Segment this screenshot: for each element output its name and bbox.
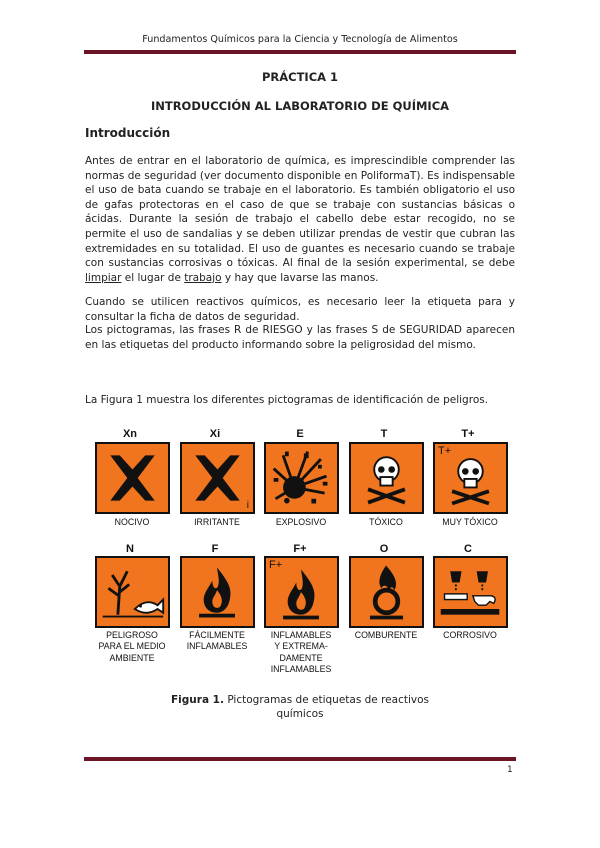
label-line: INFLAMABLES — [186, 641, 248, 652]
pictogram-code: Xi — [209, 428, 221, 440]
cross-icon — [97, 444, 168, 512]
flame-icon — [182, 558, 253, 626]
section-heading: Introducción — [85, 126, 171, 140]
paragraph-reagents: Cuando se utilicen reactivos químicos, es necesario leer la etiqueta para y consultar la ficha de datos de seguridad. — [85, 296, 515, 323]
header-rule — [84, 50, 516, 54]
pictogram-corrosive — [433, 556, 508, 628]
pictogram-label: TÓXICO — [369, 517, 403, 527]
paragraph-pictograms: Los pictogramas, las frases R de RIESGO y las frases S de SEGURIDAD aparecen en las etiquetas del producto informando sobre la peligrosidad del mismo. — [85, 324, 515, 351]
cross-icon — [182, 444, 253, 512]
pictogram-inner-mark: F+ — [269, 559, 283, 571]
pictogram-explosive — [264, 442, 339, 514]
pictogram-label: NOCIVO — [114, 517, 150, 527]
pictogram-code: F+ — [293, 543, 307, 555]
label-line: INFLAMABLES — [270, 664, 332, 675]
label-line: Y EXTREMA- — [274, 641, 328, 652]
label-line: FÁCILMENTE — [189, 630, 245, 640]
document-title: INTRODUCCIÓN AL LABORATORIO DE QUÍMICA — [150, 99, 450, 113]
paragraph-text: Antes de entrar en el laboratorio de química, es imprescindible comprender las normas de seguridad (ver documento disponible en PoliformaT). Es indispensable el uso de bata cuando se trabaje en el laboratorio. Es también obligatorio el uso de gafas protectoras en el caso de que se trabaje con sustancias básicas o ácidas. Durante la sesión de trabajo el cabello debe estar recogido, no se permite el uso de sandalias y se deben utilizar prendas de vestir que cubran las extremidades en su totalidad. El uso de guantes es necesario cuando se trabaje con sustancias corrosivas o tóxicas. Al final de la sesión experimental, se debe — [85, 155, 515, 270]
caption-label: Figura 1. — [171, 694, 224, 706]
label-line: INFLAMABLES — [270, 630, 332, 640]
label-line: DAMENTE — [279, 652, 323, 663]
pictogram-very-toxic — [433, 442, 508, 514]
corrosion-icon — [435, 558, 506, 626]
flame-over-circle-icon — [351, 558, 422, 626]
pictogram-code: O — [379, 543, 389, 555]
pictogram-code: T — [380, 428, 388, 440]
paragraph-safety — [85, 154, 515, 285]
dead-tree-fish-icon — [97, 558, 168, 626]
label-line: PARA EL MEDIO — [98, 641, 166, 652]
pictogram-label: EXPLOSIVO — [275, 517, 327, 527]
pictogram-code: F — [211, 543, 219, 555]
label-line: PELIGROSO — [106, 630, 158, 640]
pictogram-oxidizing — [349, 556, 424, 628]
label-line: CORROSIVO — [443, 630, 497, 640]
paragraph-text: y hay que lavarse las manos. — [221, 271, 379, 284]
running-header: Fundamentos Químicos para la Ciencia y Tecnología de Alimentos — [142, 34, 458, 45]
pictogram-toxic — [349, 442, 424, 514]
pictogram-harmful — [95, 442, 170, 514]
pictogram-inner-mark: i — [246, 500, 249, 511]
pictogram-irritant — [180, 442, 255, 514]
explosion-icon — [266, 444, 337, 512]
pictogram-code: T+ — [461, 428, 475, 440]
figure-caption — [150, 693, 450, 721]
pictogram-code: N — [126, 543, 134, 555]
caption-text: Pictogramas de etiquetas de reactivos químicos — [223, 694, 429, 720]
footer-rule — [84, 757, 516, 761]
pictogram-code: E — [296, 428, 304, 440]
underlined-word: trabajo — [184, 271, 222, 284]
pictogram-environment — [95, 556, 170, 628]
label-line: COMBURENTE — [354, 630, 418, 640]
page-number: 1 — [507, 765, 513, 775]
pictogram-inner-mark: T+ — [438, 445, 452, 457]
label-line: AMBIENTE — [109, 652, 155, 663]
underlined-word: limpiar — [85, 271, 122, 284]
pictogram-extremely-flammable — [264, 556, 339, 628]
pictogram-label: IRRITANTE — [194, 517, 240, 527]
skull-icon — [351, 444, 422, 512]
pictogram-label: MUY TÓXICO — [442, 517, 498, 527]
paragraph-figure-ref: La Figura 1 muestra los diferentes pictogramas de identificación de peligros. — [85, 394, 489, 406]
pictogram-label — [420, 630, 520, 641]
pictogram-code: C — [464, 543, 472, 555]
pictogram-code: Xn — [122, 428, 138, 440]
practice-title: PRÁCTICA 1 — [261, 70, 339, 84]
paragraph-text: el lugar de — [121, 271, 185, 284]
pictogram-flammable — [180, 556, 255, 628]
